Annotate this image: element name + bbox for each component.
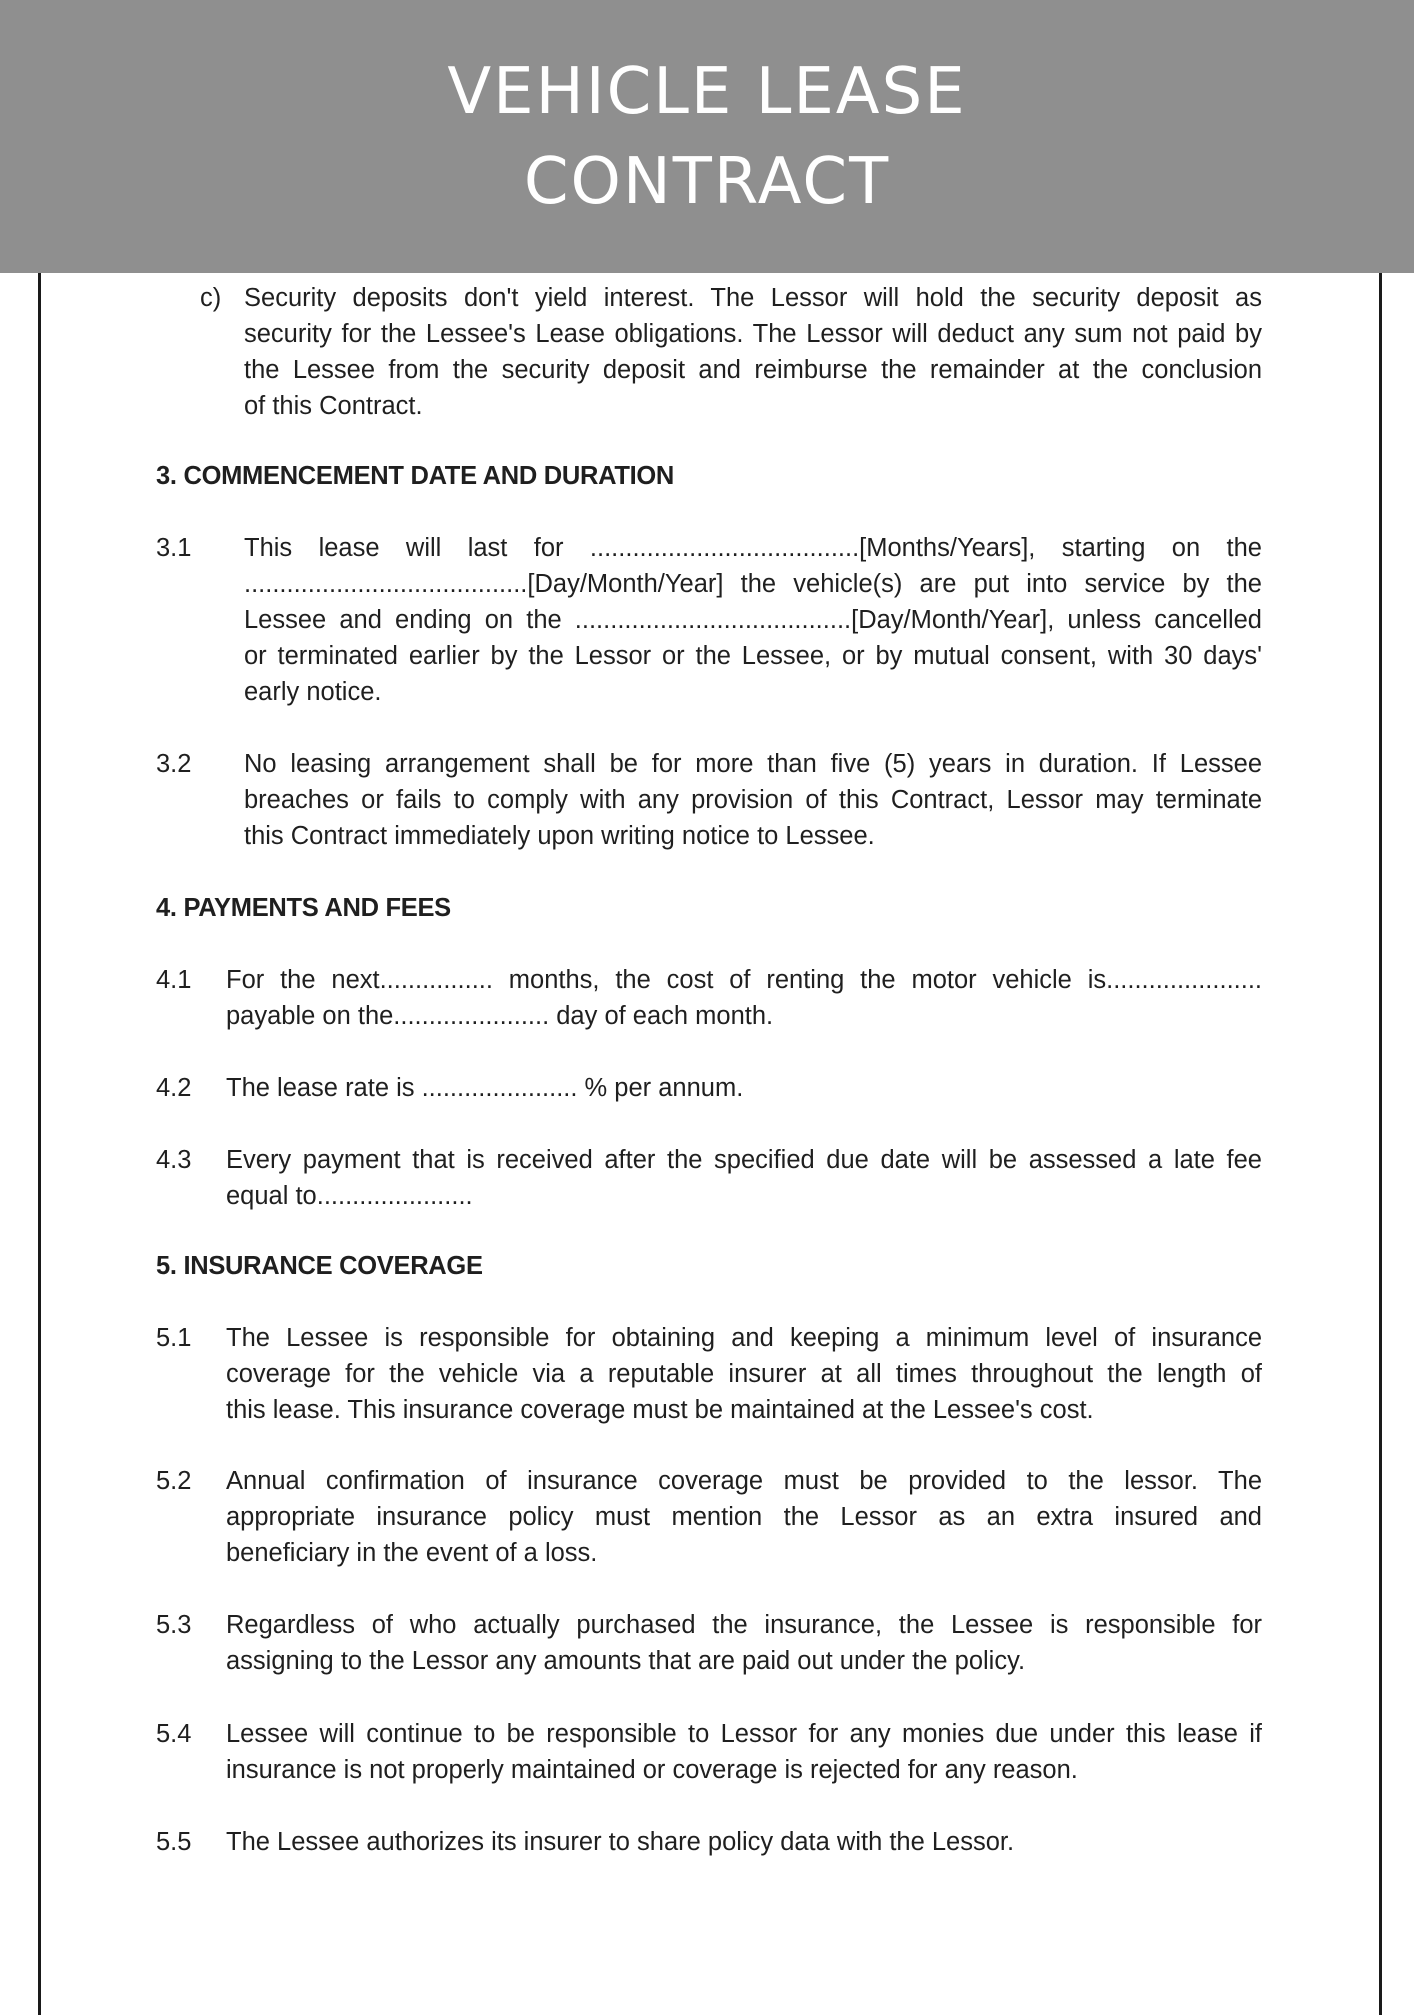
text-line: No leasing arrangement shall be for more than five (5) years in duration. If Lessee [244,750,1262,778]
text-line: equal to...................... [226,1182,473,1210]
text-line: appropriate insurance policy must mention the Lessor as an extra insured and [226,1503,1262,1531]
clause-lines [244,530,1262,710]
clause-number: 5.3 [156,1611,192,1639]
text-line: Every payment that is received after the specified due date will be assessed a late fee [226,1146,1262,1174]
clause-number: 5.4 [156,1720,192,1748]
section-heading: 5. INSURANCE COVERAGE [156,1252,483,1280]
text-line: this Contract immediately upon writing notice to Lessee. [244,822,875,850]
clause-3-2-text [244,746,1262,854]
clause-marker: c) [200,284,222,312]
clause-lines [226,1320,1262,1428]
clause-number: 4.3 [156,1146,192,1174]
clause-lines [226,1070,1262,1106]
clause-number: 4.1 [156,966,192,994]
clause-4-3-text [226,1142,1262,1214]
clause-number: 4.2 [156,1074,192,1102]
text-line: beneficiary in the event of a loss. [226,1539,598,1567]
text-line: Security deposits don't yield interest. The Lessor will hold the security deposit as [244,284,1262,312]
text-line: Lessee will continue to be responsible to Lessor for any monies due under this lease if [226,1720,1262,1748]
text-line: or terminated earlier by the Lessor or the Lessee, or by mutual consent, with 30 days' [244,642,1262,670]
title-line-1: VEHICLE LEASE [447,54,967,129]
clause-4-1-text [226,962,1262,1034]
clause-4-2-text [226,1070,1262,1106]
section-heading: 3. COMMENCEMENT DATE AND DURATION [156,462,675,490]
clause-lines [226,1716,1262,1788]
text-line: The Lessee authorizes its insurer to share policy data with the Lessor. [226,1828,1015,1856]
clause-lines [226,962,1262,1034]
clause-5-4-text [226,1716,1262,1788]
text-line: Annual confirmation of insurance coverage must be provided to the lessor. The [226,1467,1262,1495]
text-line: early notice. [244,678,382,706]
text-line: the Lessee from the security deposit and reimburse the remainder at the conclusion [244,356,1262,384]
clause-5-1-text [226,1320,1262,1428]
text-line: The lease rate is ...................... % per annum. [226,1074,744,1102]
clause-5-3-text [226,1607,1262,1679]
clause-number: 5.1 [156,1324,192,1352]
clause-5-5-text [226,1824,1262,1860]
text-line: For the next................ months, the cost of renting the motor vehicle is...................... [226,966,1262,994]
clause-number: 3.2 [156,750,192,778]
clause-5-2-text [226,1463,1262,1571]
clause-lines [226,1824,1262,1860]
text-line: Regardless of who actually purchased the insurance, the Lessee is responsible for [226,1611,1262,1639]
text-line: payable on the...................... day of each month. [226,1002,774,1030]
text-line: Lessee and ending on the .......................................[Day/Month/Year], unless cancelled [244,606,1262,634]
clause-2c-text [244,280,1262,424]
clause-3-1-text [244,530,1262,710]
clause-lines [244,746,1262,854]
clause-number: 5.2 [156,1467,192,1495]
clause-lines [226,1142,1262,1214]
text-line: breaches or fails to comply with any provision of this Contract, Lessor may terminate [244,786,1262,814]
clause-number: 5.5 [156,1828,192,1856]
text-line: The Lessee is responsible for obtaining and keeping a minimum level of insurance [226,1324,1262,1352]
text-line: this lease. This insurance coverage must be maintained at the Lessee's cost. [226,1396,1094,1424]
clause-lines [226,1463,1262,1571]
clause-lines [244,280,1262,424]
section-heading: 4. PAYMENTS AND FEES [156,894,451,922]
text-line: This lease will last for ......................................[Months/Years], starting on the [244,534,1262,562]
text-line: security for the Lessee's Lease obligations. The Lessor will deduct any sum not paid by [244,320,1262,348]
text-line: ........................................[Day/Month/Year] the vehicle(s) are put into service by the [244,570,1262,598]
text-line: coverage for the vehicle via a reputable insurer at all times throughout the length of [226,1360,1262,1388]
clause-number: 3.1 [156,534,192,562]
text-line: of this Contract. [244,392,423,420]
text-line: assigning to the Lessor any amounts that are paid out under the policy. [226,1647,1026,1675]
clause-lines [226,1607,1262,1679]
text-line: insurance is not properly maintained or coverage is rejected for any reason. [226,1756,1078,1784]
title-line-2: CONTRACT [523,144,891,219]
